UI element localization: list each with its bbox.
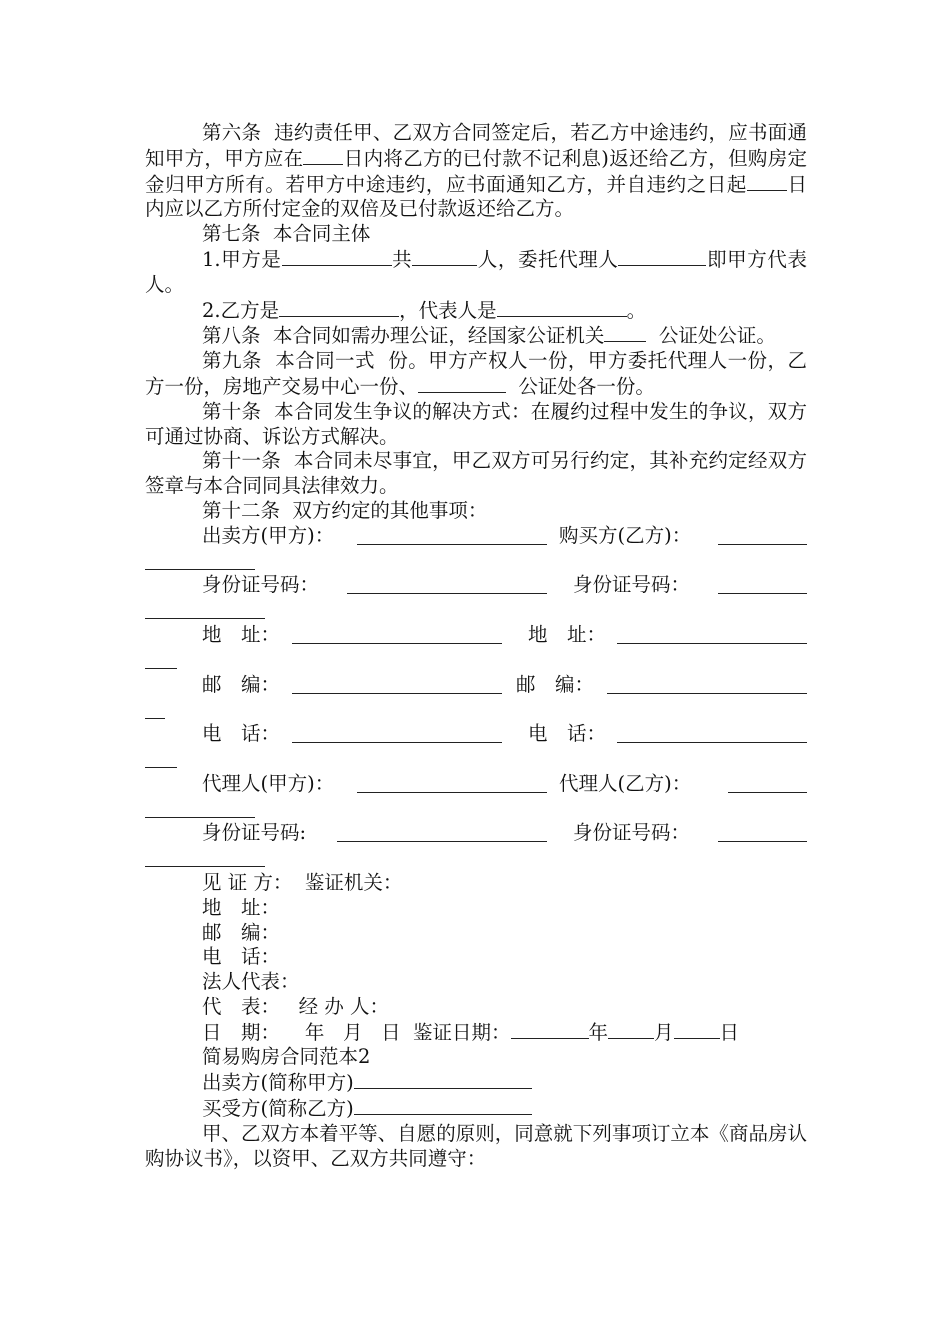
sign-row-party [145, 524, 807, 574]
article-8 [145, 323, 807, 349]
handler-label: 经 办 人： [298, 994, 390, 1018]
item-text: 共 [391, 247, 413, 271]
article-title: 本合同主体 [272, 222, 371, 246]
blank-seller-count[interactable] [412, 247, 477, 266]
witness-zip-label: 邮 编： [202, 920, 281, 944]
notary-year-field[interactable] [511, 1020, 589, 1039]
day-label: 日 [381, 1020, 401, 1044]
blank-agent-name[interactable] [618, 247, 706, 266]
article-text: 份。甲方产权人一份，甲方委托代理人一份，乙方一份，房地产交易中心一份、 [145, 349, 807, 398]
sample2-seller-line [145, 1070, 807, 1096]
contract-body [145, 121, 807, 1171]
article-7-item-2 [145, 298, 807, 324]
month-label: 月 [654, 1020, 674, 1044]
buyer-zip-label: 邮 编： [516, 672, 595, 696]
seller-agent-field[interactable] [357, 774, 547, 793]
buyer-field-cont[interactable] [145, 551, 255, 570]
seller-agent-id-label: 身份证号码: [202, 821, 307, 845]
buyer-agent-id-field-cont[interactable] [145, 848, 265, 867]
sign-row-agent-id [145, 821, 807, 871]
blank-days[interactable] [303, 146, 343, 165]
article-heading: 第十一条 [202, 449, 281, 473]
witness-line [145, 871, 807, 896]
sample2-title: 简易购房合同范本2 [202, 1045, 371, 1069]
article-7 [145, 222, 807, 247]
article-text: 日内将乙方的已付款不记利息)返还给乙方，但购房定金归甲方所有。若甲方中途违约，应书面通知乙方，并自违约之日起 [145, 146, 807, 196]
witness-phone-label: 电 话： [202, 945, 281, 969]
blank-days[interactable] [747, 172, 787, 191]
item-text: ，代表人是 [399, 298, 497, 322]
notary-label: 鉴证机关： [304, 870, 403, 894]
sign-row-id [145, 573, 807, 623]
buyer-id-field-cont[interactable] [145, 600, 265, 619]
seller-agent-id-field[interactable] [337, 823, 547, 842]
seller-address-label: 地 址： [202, 622, 281, 646]
article-6 [145, 121, 807, 222]
article-text: 甲、乙双方合同签定后，若乙方中途违约，应书面通知甲方，甲方应在 [145, 121, 807, 170]
buyer-label: 购买方(乙方)： [559, 523, 692, 547]
item-text: 人，委托代理人 [477, 247, 619, 271]
date-label: 日 期： [202, 1020, 281, 1044]
seller-address-field[interactable] [292, 625, 502, 644]
buyer-address-field[interactable] [617, 625, 807, 644]
article-heading: 第七条 [202, 222, 261, 246]
year-label: 年 [588, 1020, 609, 1044]
year-label: 年 [304, 1020, 325, 1044]
article-heading: 第六条 [202, 121, 262, 144]
buyer-agent-field[interactable] [728, 774, 807, 793]
article-heading: 第十二条 [202, 498, 281, 522]
sign-row-address [145, 623, 807, 673]
article-9 [145, 349, 807, 400]
seller-phone-label: 电 话： [202, 722, 281, 746]
buyer-phone-field[interactable] [617, 724, 807, 743]
date-line [145, 1020, 807, 1046]
article-text: 本合同一式 [275, 349, 375, 373]
rep-line [145, 995, 807, 1020]
day-label: 日 [719, 1020, 740, 1044]
blank-notary[interactable] [604, 323, 646, 342]
buyer-agent-id-field[interactable] [718, 823, 807, 842]
notary-day-field[interactable] [674, 1020, 720, 1039]
blank-buyer-name[interactable] [279, 298, 399, 317]
buyer-agent-field-cont[interactable] [145, 799, 255, 818]
item-text: 。 [626, 298, 647, 322]
buyer-zip-field-cont[interactable] [145, 700, 165, 719]
buyer-zip-field[interactable] [607, 675, 807, 694]
sample2-seller-field[interactable] [354, 1070, 532, 1089]
item-text: 即甲方代表人。 [145, 247, 807, 296]
article-text: 本合同如需办理公证，经国家公证机关 [272, 324, 605, 348]
buyer-address-label: 地 址： [528, 622, 607, 646]
month-label: 月 [342, 1020, 363, 1044]
buyer-id-label: 身份证号码： [573, 573, 691, 597]
buyer-address-field-cont[interactable] [145, 650, 177, 669]
sign-row-phone [145, 722, 807, 772]
article-text: 本合同未尽事宜，甲乙双方可另行约定，其补充约定经双方签章与本合同同具法律效力。 [145, 449, 807, 498]
seller-phone-field[interactable] [292, 724, 502, 743]
article-heading: 第十条 [202, 399, 262, 423]
legal-rep-label: 法人代表： [202, 970, 300, 994]
witness-address-label: 地 址： [202, 895, 281, 919]
seller-label: 出卖方(甲方)： [202, 523, 335, 547]
item-text: 1.甲方是 [202, 247, 282, 271]
blank-buyer-rep[interactable] [497, 298, 627, 317]
sample2-buyer-field[interactable] [354, 1096, 532, 1115]
seller-zip-label: 邮 编： [202, 672, 281, 696]
buyer-phone-label: 电 话： [528, 722, 607, 746]
item-text: 2.乙方是 [202, 298, 280, 322]
buyer-agent-id-label: 身份证号码： [573, 821, 691, 845]
sample2-seller-label: 出卖方(简称甲方) [202, 1071, 354, 1095]
article-text: 公证处公证。 [658, 324, 776, 348]
seller-id-label: 身份证号码： [202, 573, 320, 597]
buyer-agent-label: 代理人(乙方)： [559, 771, 692, 795]
buyer-phone-field-cont[interactable] [145, 749, 177, 768]
rep-label: 代 表： [202, 994, 281, 1018]
article-text: 双方约定的其他事项： [292, 498, 488, 522]
sample2-buyer-label: 买受方(简称乙方) [202, 1097, 354, 1121]
buyer-id-field[interactable] [718, 575, 807, 594]
sign-row-zip [145, 673, 807, 723]
blank-seller-name[interactable] [282, 247, 392, 266]
sample2-intro: 甲、乙双方本着平等、自愿的原则，同意就下列事项订立本《商品房认购协议书》，以资甲、乙双方共同遵守： [145, 1121, 807, 1170]
article-12 [145, 499, 807, 524]
article-11 [145, 449, 807, 499]
blank-copies[interactable] [418, 374, 506, 393]
seller-field[interactable] [357, 526, 547, 545]
article-7-item-1 [145, 247, 807, 298]
sign-row-agent [145, 772, 807, 822]
article-heading: 第九条 [202, 349, 262, 373]
article-heading: 第八条 [202, 324, 261, 348]
seller-zip-field[interactable] [292, 675, 502, 694]
witness-label: 见 证 方： [202, 870, 293, 894]
article-title: 违约责任 [274, 121, 354, 144]
buyer-field[interactable] [718, 526, 807, 545]
sample2-buyer-line [145, 1096, 807, 1122]
seller-agent-label: 代理人(甲方)： [202, 771, 335, 795]
article-10 [145, 400, 807, 450]
article-text: 本合同发生争议的解决方式：在履约过程中发生的争议，双方可通过协商、诉讼方式解决。 [145, 399, 807, 448]
seller-id-field[interactable] [347, 575, 547, 594]
article-text: 日内应以乙方所付定金的双倍及已付款返还给乙方。 [145, 172, 807, 221]
article-text: 公证处各一份。 [518, 374, 655, 398]
notary-month-field[interactable] [608, 1020, 654, 1039]
notary-date-label: 鉴证日期： [412, 1020, 511, 1044]
